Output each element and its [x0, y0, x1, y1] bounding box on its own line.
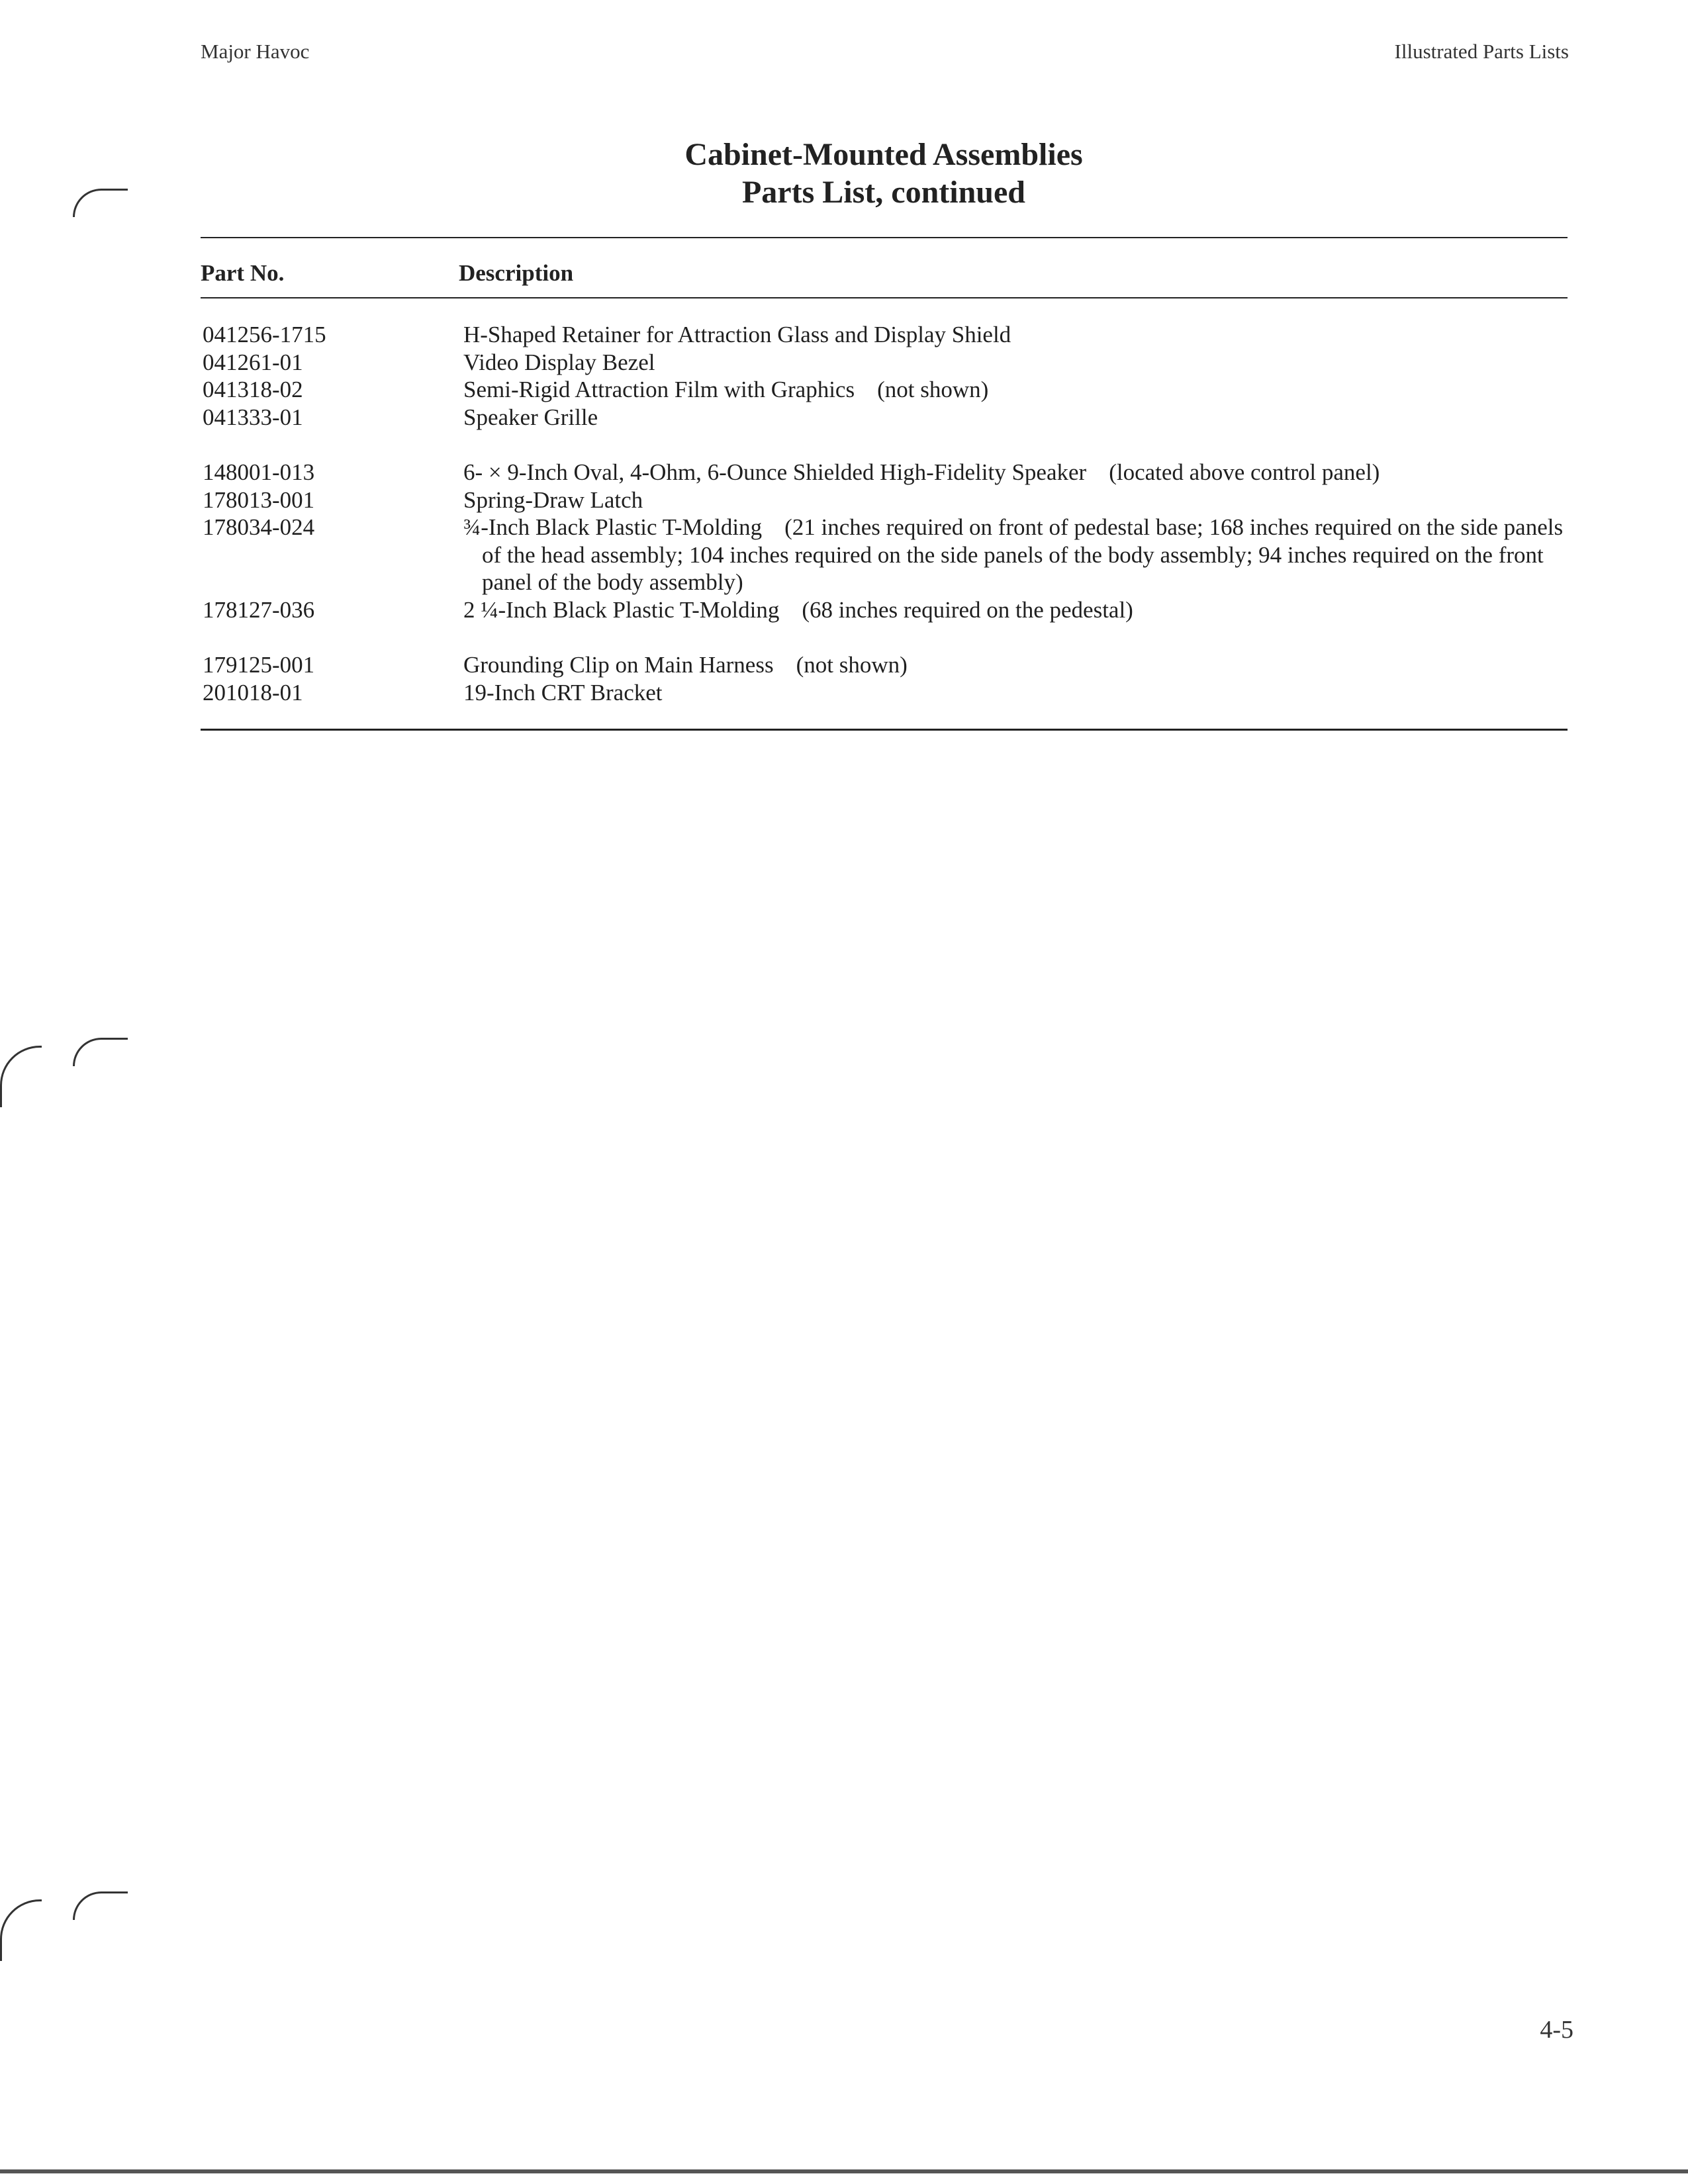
part-number: 178013-001: [203, 486, 315, 513]
page-title: [0, 136, 1688, 211]
table-row: [203, 321, 1573, 349]
part-description: [463, 404, 1562, 432]
page-number: 4-5: [1540, 2016, 1573, 2044]
part-description: [463, 349, 1562, 377]
description-note: (68 inches required on the pedestal): [802, 596, 1133, 623]
description-text: Semi-Rigid Attraction Film with Graphics: [463, 377, 855, 402]
running-head-right: Illustrated Parts Lists: [1394, 40, 1569, 63]
column-header-part-no: Part No.: [201, 260, 285, 286]
part-number: 179125-001: [203, 652, 315, 678]
column-header-description: Description: [459, 260, 574, 286]
table-row: [203, 404, 1573, 432]
part-description: [463, 651, 1562, 679]
description-text: Grounding Clip on Main Harness: [463, 652, 774, 678]
part-description: [463, 321, 1562, 349]
part-description: [463, 486, 1562, 514]
title-line-1: Cabinet-Mounted Assemblies: [684, 137, 1083, 172]
binder-hole-mark: [73, 1038, 128, 1066]
binder-hole-mark: [73, 1891, 128, 1920]
description-note: (21 inches required on front of pedestal base; 168 inches required on the side panels of the head assembly; 104 inches required on the side panels of the body assembly; 94 inches required on the front panel of the body assembly): [482, 514, 1564, 595]
bottom-rule: [201, 729, 1568, 731]
part-description: [463, 459, 1562, 486]
description-text: Video Display Bezel: [463, 349, 655, 375]
title-line-2: Parts List, continued: [741, 175, 1025, 210]
table-row: [203, 376, 1573, 404]
table-row: [203, 679, 1573, 707]
part-number: 041261-01: [203, 349, 303, 375]
table-row: [203, 486, 1573, 514]
table-row: [203, 651, 1573, 679]
part-number: 041333-01: [203, 404, 303, 430]
description-text: 19-Inch CRT Bracket: [463, 679, 663, 705]
description-text: 2 ¼-Inch Black Plastic T-Molding: [463, 596, 780, 623]
part-description: [463, 514, 1573, 596]
part-number: 041256-1715: [203, 322, 326, 347]
part-number: 201018-01: [203, 679, 303, 705]
part-number: 148001-013: [203, 459, 315, 485]
page-bottom-edge: [0, 2169, 1688, 2173]
part-number: 178127-036: [203, 596, 315, 623]
header-rule: [201, 297, 1568, 298]
parts-group-1: [203, 321, 1573, 431]
binder-hole-mark: [0, 1046, 42, 1107]
running-head-left: Major Havoc: [201, 40, 310, 63]
parts-group-2: [203, 459, 1573, 623]
description-text: Speaker Grille: [463, 404, 598, 430]
description-text: Spring-Draw Latch: [463, 486, 643, 513]
table-row: [203, 596, 1573, 624]
part-number: 041318-02: [203, 377, 303, 402]
description-text: H-Shaped Retainer for Attraction Glass and Display Shield: [463, 322, 1011, 347]
description-note: (not shown): [877, 377, 989, 402]
table-row: [203, 514, 1573, 596]
description-note: (located above control panel): [1109, 459, 1380, 485]
part-description: [463, 596, 1562, 624]
parts-group-3: [203, 651, 1573, 706]
top-rule: [201, 237, 1568, 238]
parts-table: [203, 321, 1573, 734]
description-text: 6- × 9-Inch Oval, 4-Ohm, 6-Ounce Shielded High-Fidelity Speaker: [463, 459, 1087, 485]
table-row: [203, 459, 1573, 486]
description-note: (not shown): [796, 652, 908, 678]
part-description: [463, 679, 1562, 707]
binder-hole-mark: [0, 1899, 42, 1961]
description-text: ¾-Inch Black Plastic T-Molding: [463, 514, 763, 540]
table-row: [203, 349, 1573, 377]
part-number: 178034-024: [203, 514, 315, 540]
part-description: [463, 376, 1562, 404]
